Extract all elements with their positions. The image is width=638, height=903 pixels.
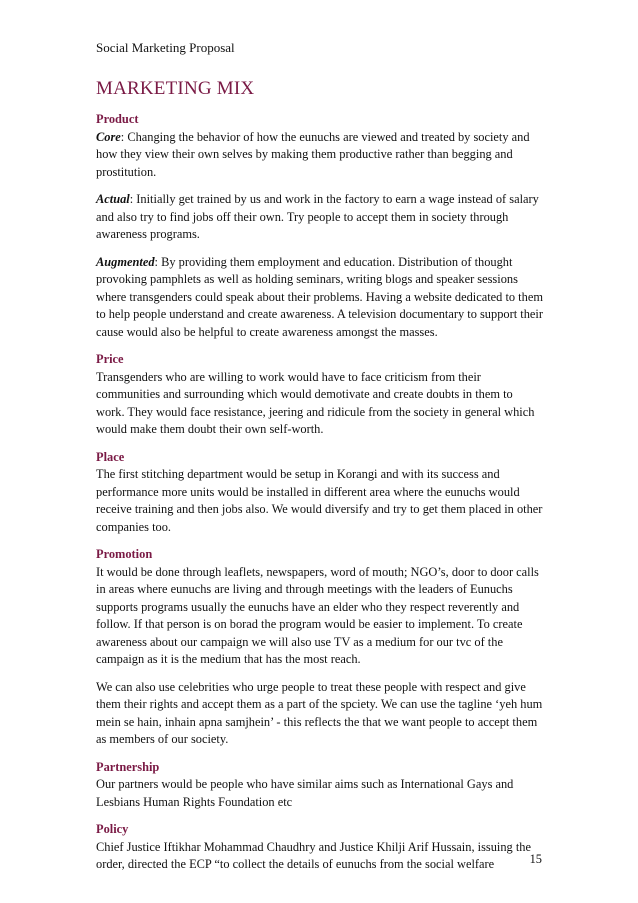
partnership-section (96, 759, 544, 812)
product-heading: Product (96, 112, 139, 126)
promotion-section (96, 546, 544, 749)
policy-heading: Policy (96, 822, 129, 836)
place-section (96, 449, 544, 537)
augmented-label: Augmented (96, 254, 155, 269)
place-heading: Place (96, 449, 125, 464)
policy-paragraph: Chief Justice Iftikhar Mohammad Chaudhry and Justice Khilji Arif Hussain, issuing the order, directed the ECP “to collect the details of eunuchs from the social welfare (96, 839, 531, 871)
product-actual-paragraph (96, 191, 544, 244)
augmented-text: : By providing them employment and education. Distribution of thought provoking pamphlets as well as holding seminars, writing blogs and speaker sessions where transgenders could speak about their problems. Having a website dedicated to them to help people understand and create awareness. A television documentary to support their cause would also be helpful to create awareness amongst the masses. (96, 254, 543, 339)
product-core-paragraph (96, 129, 544, 182)
price-section (96, 351, 544, 439)
page-content (96, 77, 544, 874)
core-label: Core (96, 129, 121, 144)
promotion-heading: Promotion (96, 547, 153, 561)
actual-text: : Initially get trained by us and work in the factory to earn a wage instead of salary and also try to find jobs off their own. Try people to accept them in society through awareness programs. (96, 192, 539, 241)
policy-section (96, 821, 544, 874)
running-header: Social Marketing Proposal (96, 40, 235, 55)
product-section (96, 111, 544, 341)
partnership-heading: Partnership (96, 759, 160, 774)
core-text: : Changing the behavior of how the eunuchs are viewed and treated by society and how they view their own selves by making them productive rather than begging and prostitution. (96, 129, 530, 179)
place-paragraph: The first stitching department would be setup in Korangi and with its success and performance more units would be installed in different area where the eunuchs would receive training and then jobs also. We would diversify and try to get them placed in other companies too. (96, 467, 543, 534)
section-title: MARKETING MIX (96, 78, 255, 99)
partnership-paragraph: Our partners would be people who have similar aims such as International Gays and Lesbians Human Rights Foundation etc (96, 777, 514, 809)
page-number: 15 (529, 852, 542, 866)
promotion-paragraph-1: It would be done through leaflets, newspapers, word of mouth; NGO’s, door to door calls in areas where eunuchs are living and through meetings with the leaders of Eunuchs supports programs usually the eunuchs have an elder who they respect reverently and follow. If that person is on borad the program would be easier to implement. To create awareness about our campaign we will also use TV as a medium for our tvc of the campaign as it is the medium that has the most reach. (96, 564, 539, 666)
actual-label: Actual (96, 192, 130, 206)
product-augmented-paragraph (96, 254, 544, 342)
promotion-paragraph-2: We can also use celebrities who urge people to treat these people with respect and give them their rights and accept them as a part of the spciety. We can use the tagline ‘yeh hum mein se hain, inhain apna samjhein’ - this reflects the that we want people to accept them as members of our society. (96, 679, 543, 746)
price-heading: Price (96, 352, 124, 366)
price-paragraph: Transgenders who are willing to work would have to face criticism from their communities and surrounding which would demotivate and create doubts in them to work. They would face resistance, jeering and ridicule from the society in general which would make them doubt their own self-worth. (96, 369, 535, 436)
